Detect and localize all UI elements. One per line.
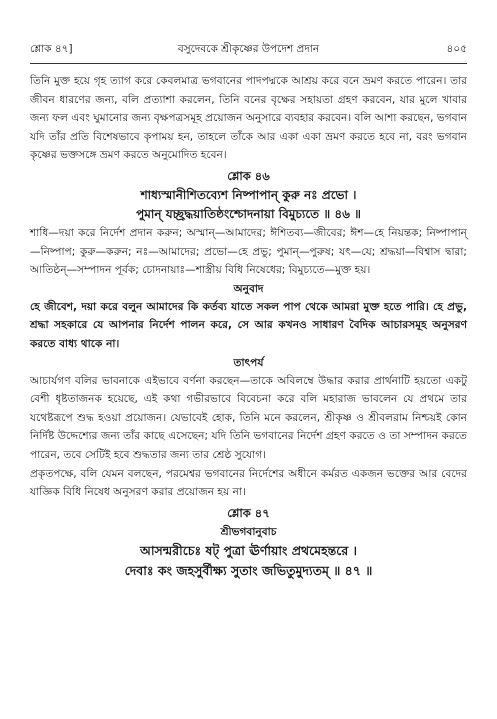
header-rule	[30, 63, 467, 64]
purport-continuation: তিনি মুক্ত হয়ে গৃহ ত্যাগ করে কেবলমাত্র ভগবানের পাদপদ্মকে আশ্রয় করে বনে ভ্রমণ করতে পারেন। তার জীবন ধারণের জন্য, বলি প্রত্যাশা করলেন, তিনি বনের বৃক্ষের সহায়তা গ্রহণ করবেন, যার মুলে খাবার জন্য ফল এবং ঘুমানোর জন্য বৃক্ষপত্রসমূহ প্রয়োজন অনুসারে ব্যবহার করবেন। বলি আশা করছেন, ভগবান যদি তাঁর প্রতি বিশেষভাবে কৃপাময় হন, তাহলে তাঁকে আর একা একা ভ্রমণ করতে হবে না, বরং ভগবান কৃষ্ণের ভক্তসঙ্গে ভ্রমণ করতে অনুমোদিত হবেন।	[30, 75, 467, 162]
page-header	[30, 42, 467, 62]
shloka-47-speaker: শ্রীভগবানুবাচ	[220, 525, 277, 538]
shloka-46-title: শ্লোক ৪৬	[227, 168, 270, 183]
shloka-46-line-1: শাধ্যস্মানীশিতব্যেশ নিষ্পাপান্ কুরু নঃ প্রভো ।	[140, 187, 357, 202]
header-verse-ref: শ্লোক ৪৭]	[30, 43, 73, 55]
shloka-46-synonyms: শাধি—দয়া করে নির্দেশ প্রদান করুন; অস্মান্—আমাদের; ঈশিতব্য—জীবের; ঈশ—হে নিয়ন্তক; নিষ্পাপান্—নিষ্পাপ; কুরু—করুন; নঃ—আমাদের; প্রভো—হে প্রভু; পুমান্—পুরুষ; যৎ—যে; শ্রদ্ধয়া—বিশ্বাস দ্বারা; আতিষ্ঠন্—সম্পাদন পূর্বক; চোদনায়াঃ—শাস্ত্রীয় বিধি নিষেধের; বিমুচ্যতে—মুক্ত হয়।	[30, 226, 467, 277]
purport-heading: তাৎপর্য	[233, 356, 264, 369]
shloka-47-line-2: দেবাঃ কং জহসুর্বীক্ষ্য সুতাং জভিতুমুদ্যতম্ ॥ ৪৭ ॥	[124, 562, 373, 578]
page-content	[30, 72, 467, 581]
shloka-47-line-1: আসন্মরীচেঃ ষট্ পুত্রা ঊর্ণায়াং প্রথমেহন্তরে ।	[139, 542, 358, 558]
shloka-46-translation: হে জীবেশ, দয়া করে বলুন আমাদের কি কর্তব্য যাতে সকল পাপ থেকে আমরা মুক্ত হতে পারি। হে প্রভু, শ্রদ্ধা সহকারে যে আপনার নির্দেশ পালন করে, সে আর কখনও সাধারণ বৈদিক আচারসমূহ অনুসরণ করতে বাধ্য থাকে না।	[30, 300, 467, 350]
purport-paragraph-2: প্রকৃতপক্ষে, বলি যেমন বলছেন, পরমেশ্বর ভগবানের নির্দেশের অধীনে কর্মরত একজন ভক্তের আর বেদের যাজ্ঞিক বিধি নিষেধ অনুসরণ করার প্রয়োজন হয় না।	[30, 467, 467, 499]
header-chapter-title: বসুদেবকে শ্রীকৃষ্ণের উপদেশ প্রদান	[177, 43, 320, 55]
shloka-46-line-2: পুমান্ যচ্ছ্রদ্ধয়াতিষ্ঠংশ্চোদনায়া বিমুচ্যতে ॥ ৪৬ ॥	[136, 206, 361, 221]
header-page-number: ৪০৫	[446, 43, 467, 55]
purport-paragraph-1: আচার্যগণ বলির ভাবনাকে এইভাবে বর্ণনা করছেন—তাকে অবিলম্বে উদ্ধার করার প্রার্থনাটি হয়তো একটু বেশী ধৃষ্টতাজনক হয়েছে, এই কথা গভীরভাবে বিবেচনা করে বলি মহারাজ ভাবলেন যে প্রথমে তার যথেষ্টরূপে শুদ্ধ হওয়া প্রয়োজন। যেভাবেই হোক, তিনি মনে করলেন, শ্রীকৃষ্ণ ও শ্রীবলরাম নিশ্চয়ই কোন নির্দিষ্ট উদ্দেশ্যের জন্য তাঁর কাছে এসেছেন; যদি তিনি ভগবানের নির্দেশ গ্রহণ করতে ও তা সম্পাদন করতে পারেন, তবে সেটিই হবে শুদ্ধতার জন্য তার শ্রেষ্ঠ সুযোগ।	[30, 374, 467, 461]
translation-heading: অনুবাদ	[233, 282, 264, 295]
shloka-47-title: শ্লোক ৪৭	[227, 505, 270, 520]
